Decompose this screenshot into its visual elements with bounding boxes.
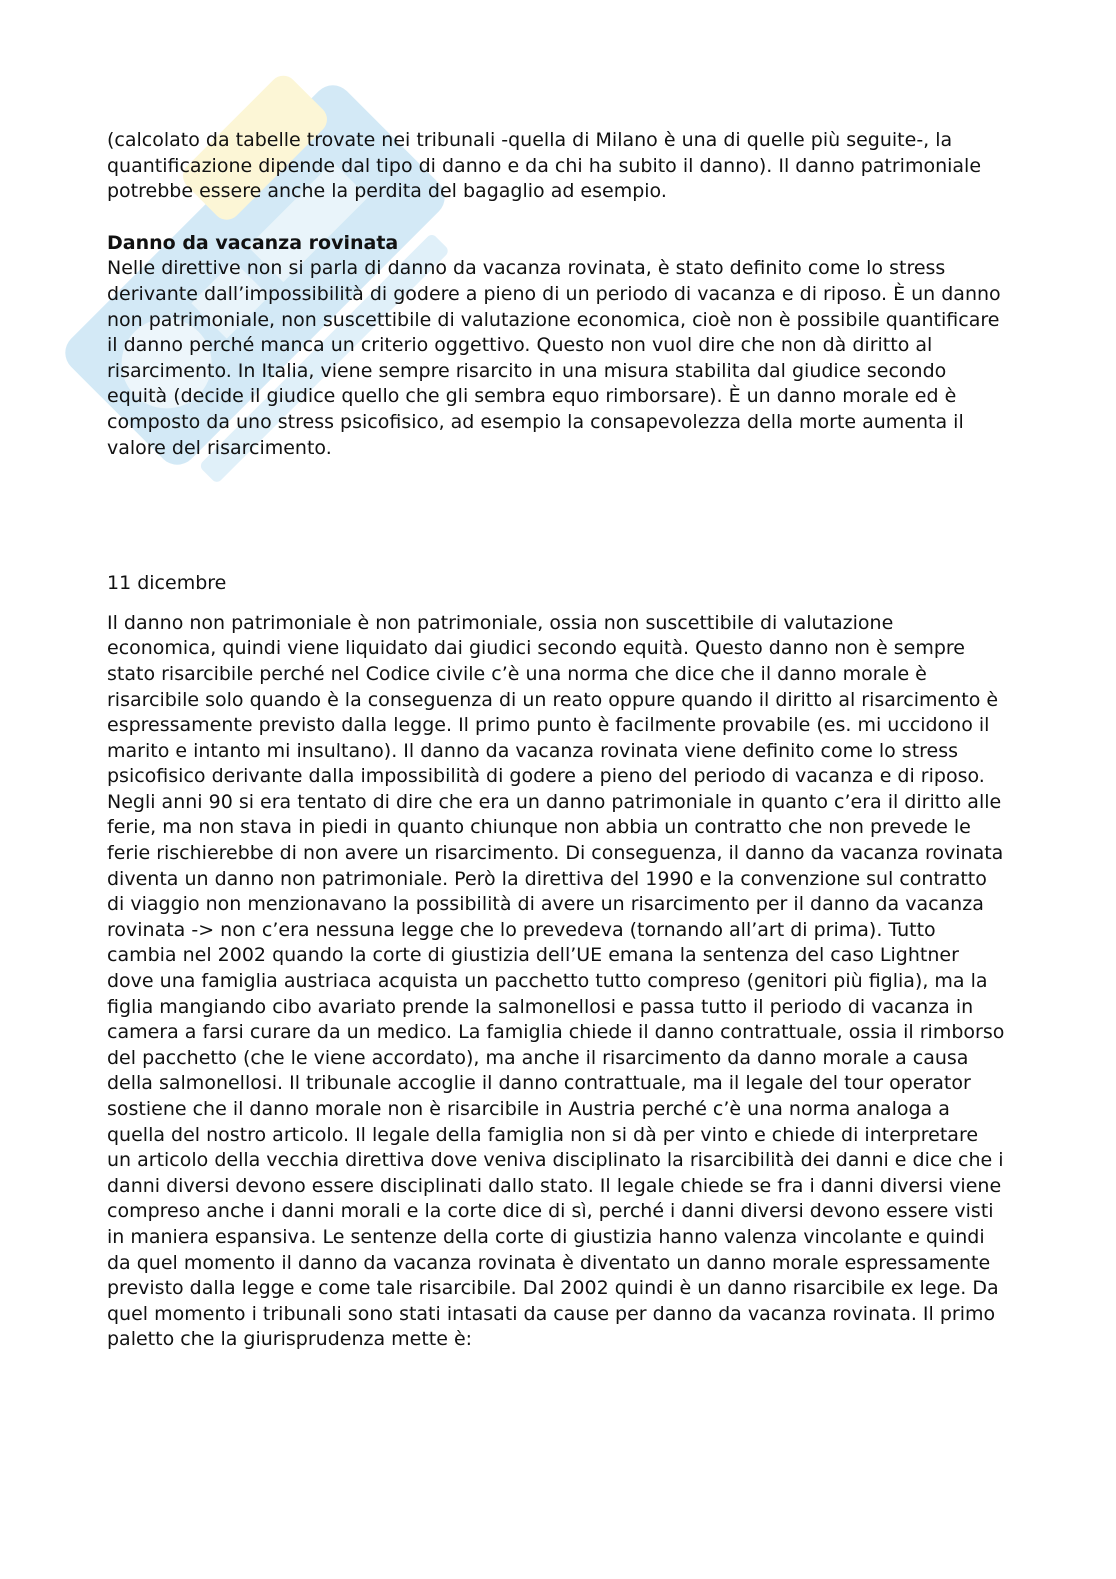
document-body bbox=[107, 128, 1007, 1353]
main-paragraph: Il danno non patrimoniale è non patrimoniale, ossia non suscettibile di valutazione economica, quindi viene liquidato dai giudici secondo equità. Questo danno non è sempre stato risarcibile perché nel Codice civile c’è una norma che dice che il danno morale è risarcibile solo quando è la conseguenza di un reato oppure quando il diritto al risarcimento è espressamente previsto dalla legge. Il primo punto è facilmente provabile (es. mi uccidono il marito e intanto mi insultano). Il danno da vacanza rovinata viene definito come lo stress psicofisico derivante dalla impossibilità di godere a pieno del periodo di vacanza e di riposo. Negli anni 90 si era tentato di dire che era un danno patrimoniale in quanto c’era il diritto alle ferie, ma non stava in piedi in quanto chiunque non abbia un contratto che non prevede le ferie rischierebbe di non avere un risarcimento. Di conseguenza, il danno da vacanza rovinata diventa un danno non patrimoniale. Però la direttiva del 1990 e la convenzione sul contratto di viaggio non menzionavano la possibilità di avere un risarcimento per il danno da vacanza rovinata -> non c’era nessuna legge che lo prevedeva (tornando all’art di prima). Tutto cambia nel 2002 quando la corte di giustizia dell’UE emana la sentenza del caso Lightner dove una famiglia austriaca acquista un pacchetto tutto compreso (genitori più figlia), ma la figlia mangiando cibo avariato prende la salmonellosi e passa tutto il periodo di vacanza in camera a farsi curare da un medico. La famiglia chiede il danno contrattuale, ossia il rimborso del pacchetto (che le viene accordato), ma anche il risarcimento da danno morale a causa della salmonellosi. Il tribunale accoglie il danno contrattuale, ma il legale del tour operator sostiene che il danno morale non è risarcibile in Austria perché c’è una norma analoga a quella del nostro articolo. Il legale della famiglia non si dà per vinto e chiede di interpretare un articolo della vecchia direttiva dove veniva disciplinato la risarcibilità dei danni e dice che i danni diversi devono essere disciplinati dallo stato. Il legale chiede se fra i danni diversi viene compreso anche i danni morali e la corte dice di sì, perché i danni diversi devono essere visti in maniera espansiva. Le sentenze della corte di giustizia hanno valenza vincolante e quindi da quel momento il danno da vacanza rovinata è diventato un danno morale espressamente previsto dalla legge e come tale risarcibile. Dal 2002 quindi è un danno risarcibile ex lege. Da quel momento i tribunali sono stati intasati da cause per danno da vacanza rovinata. Il primo paletto che la giurisprudenza mette è: bbox=[107, 611, 1005, 1351]
section-paragraph: Nelle direttive non si parla di danno da vacanza rovinata, è stato definito come lo stress derivante dall’impossibilità di godere a pieno di un periodo di vacanza e di riposo. È un danno non patrimoniale, non suscettibile di valutazione economica, cioè non è possibile quantificare il danno perché manca un criterio oggettivo. Questo non vuol dire che non dà diritto al risarcimento. In Italia, viene sempre risarcito in una misura stabilita dal giudice secondo equità (decide il giudice quello che gli sembra equo rimborsare). È un danno morale ed è composto da uno stress psicofisico, ad esempio la consapevolezza della morte aumenta il valore del risarcimento. bbox=[107, 257, 1001, 459]
intro-paragraph: (calcolato da tabelle trovate nei tribunali -quella di Milano è una di quelle più seguite-, la quantificazione dipende dal tipo di danno e da chi ha subito il danno). Il danno patrimoniale potrebbe essere anche la perdita del bagaglio ad esempio. bbox=[107, 129, 982, 203]
spacer bbox=[107, 205, 1007, 231]
spacer bbox=[107, 597, 1007, 611]
section-heading: Danno da vacanza rovinata bbox=[107, 231, 399, 254]
spacer bbox=[107, 461, 1007, 571]
date-heading: 11 dicembre bbox=[107, 572, 227, 595]
